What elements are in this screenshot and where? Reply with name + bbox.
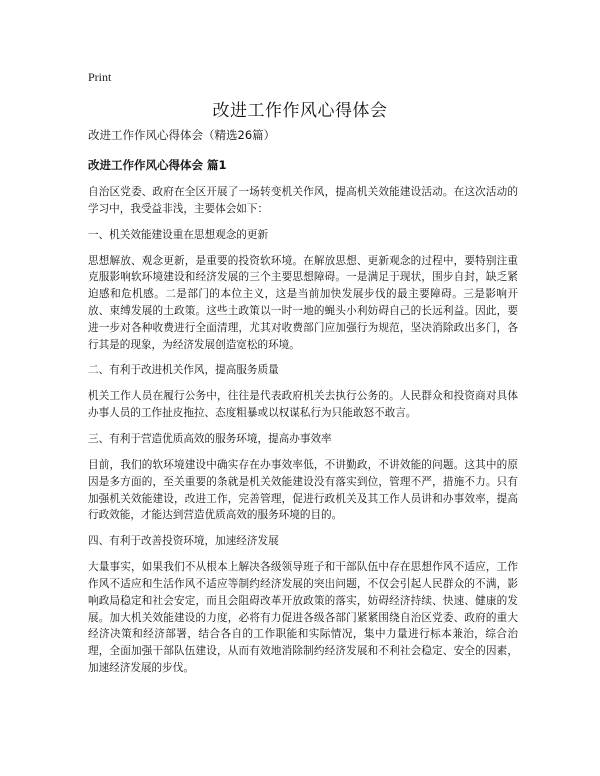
section-paragraph-3: 目前，我们的软环境建设中确实存在办事效率低，不讲勤政，不讲效能的问题。这其中的原因是多方面的，至关重要的条就是机关效能建设没有落实到位，管理不严，措施不力。只有加强机关效能建设，改进工作，完善管理，促进行政机关及其工作人员讲和办事效率，提高行政效能，才能达到营造优质高效的服务环境的目的。 bbox=[88, 458, 518, 522]
intro-paragraph: 自治区党委、政府在全区开展了一场转变机关作风，提高机关效能建设活动。在这次活动的学习中，我受益非浅，主要体会如下： bbox=[88, 186, 518, 215]
document-body bbox=[88, 126, 518, 686]
document-subtitle: 改进工作作风心得体会（精选26篇） bbox=[88, 128, 276, 142]
section-heading-1: 一、机关效能建设重在思想观念的更新 bbox=[88, 228, 269, 241]
article-heading: 改进工作作风心得体会 篇1 bbox=[88, 158, 227, 172]
section-heading-2: 二、有利于改进机关作风，提高服务质量 bbox=[88, 364, 279, 377]
section-paragraph-1: 思想解放、观念更新，是重要的投资软环境。在解放思想、更新观念的过程中，要特别注重克服影响软环境建设和经济发展的三个主要思想障碍。一是满足于现状，围步自封，缺乏紧迫感和危机感。二是部门的本位主义，这是当前加快发展步伐的最主要障碍。三是影响开放、束缚发展的土政策。这些土政策以一时一地的蝇头小利妨碍自己的长远利益。因此，要进一步对各种收费进行全面清理，尤其对收费部门应加强行为规范，坚决消除政出多门，各行其是的现象，为经济发展创造宽松的环境。 bbox=[88, 254, 518, 351]
section-heading-4: 四、有利于改善投资环境，加速经济发展 bbox=[88, 535, 279, 548]
print-link[interactable]: Print bbox=[88, 70, 112, 84]
section-paragraph-2: 机关工作人员在履行公务中，往往是代表政府机关去执行公务的。人民群众和投资商对具体办事人员的工作扯皮拖拉、态度粗暴或以权谋私行为只能敢怒不敢言。 bbox=[88, 390, 518, 420]
section-paragraph-4: 大量事实，如果我们不从根本上解决各级领导班子和干部队伍中存在思想作风不适应，工作作风不适应和生活作风不适应等制约经济发展的突出问题，不仅会引起人民群众的不满，影响政局稳定和社会安定，而且会阻碍改革开放政策的落实，妨碍经济持续、快速、健康的发展。加大机关效能建设的力度，必将有力促进各级各部门紧紧围绕自治区党委、政府的重大经济决策和经济部署，结合各自的工作职能和实际情况，集中力量进行标本兼治，综合治理，全面加强干部队伍建设，从而有效地消除制约经济发展和不利社会稳定、安全的因素，加速经济发展的步伐。 bbox=[88, 561, 518, 674]
section-heading-3: 三、有利于营造优质高效的服务环境，提高办事效率 bbox=[88, 432, 332, 445]
page-title: 改进工作作风心得体会 bbox=[212, 101, 388, 121]
